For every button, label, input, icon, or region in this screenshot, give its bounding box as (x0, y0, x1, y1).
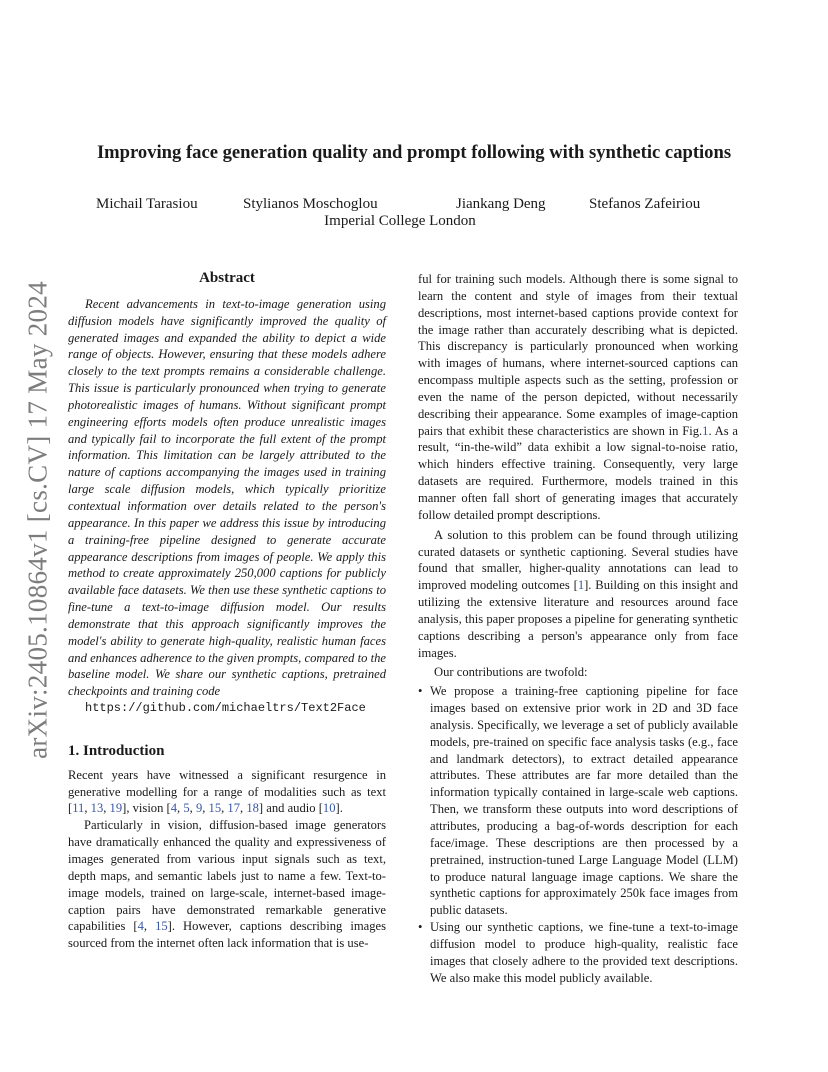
citation-link[interactable]: 5 (183, 801, 190, 816)
separator: , (221, 801, 228, 816)
contribution-text: We propose a training-free captioning pipeline for face images based on extensive prior work in 2D and 3D face analysis. Specifically, we leverage a set of publicly available models, pre-trained on specific face analysis tasks (e.g., face and landmark detectors), to extract detailed appearance attributes. These attributes are far more detailed than the information typically contained in large-scale web captions. Then, we transform these outputs into word descriptions of attributes, producing a bag-of-words description for each face/image. These descriptions are then processed by a pretrained, instruction-tuned Large Language Model (LLM) to produce natural language image captions. We share the synthetic captions for approximately 250k face images from public datasets. (430, 684, 738, 918)
text-run: ful for training such models. Although there is some signal to learn the content and style of images from their textual descriptions, most internet-based captions provide context for the image rather than accurately describing what is depicted. This discrepancy is particularly pronounced when working with images of humans, where internet-sourced captions can encompass multiple aspects such as the setting, profession or even the name of the person depicted, without necessarily describing their appearance. Some examples of image-caption pairs that exhibit these characteristics are shown in Fig. (418, 272, 738, 438)
bullet-glyph: • (418, 920, 423, 935)
separator: , (103, 801, 110, 816)
text-run: Particularly in vision, diffusion-based image generators have dramatically enhanced the quality and expressiveness of images generated from various input signals such as text, depth maps, and semantic labels just to name a few. Text-to-image models, trained on large-scale, internet-based image-caption pairs have demonstrated remarkable generative capabilities [ (68, 818, 386, 934)
author-name: Stefanos Zafeiriou (589, 196, 701, 212)
intro-paragraph-3 (418, 527, 738, 662)
text-run: ]. However, captions describing images sourced from the internet often lack information that is use- (68, 919, 387, 951)
separator: , (177, 801, 184, 816)
contribution-text: Using our synthetic captions, we fine-tune a text-to-image diffusion model to produce high-quality, realistic face images that closely adhere to the provided text descriptions. We also make this model publicly available. (430, 920, 738, 985)
text-run: ]. Building on this insight and utilizing the extensive literature and resources around face analysis, this paper proposes a pipeline for generating synthetic captions describing a person's appearance only from face images. (418, 578, 738, 660)
separator: , (189, 801, 196, 816)
arxiv-side-stamp (20, 270, 56, 770)
citation-link[interactable]: 13 (90, 801, 104, 816)
author-name: Michail Tarasiou (96, 196, 198, 212)
paper-title: Improving face generation quality and prompt following with synthetic captions (96, 142, 732, 163)
abstract-text: Recent advancements in text-to-image generation using diffusion models have significantly improved the quality of generated images and expanded the ability to depict a wide range of objects. However, ensuring that these models adhere closely to the text prompts remains a considerable challenge. This issue is particularly pronounced when trying to generate photorealistic images of humans. Without significant prompt engineering efforts models often produce unrealistic images and typically fail to incorporate the full extent of the prompt information. This limitation can be largely attributed to the nature of captions accompanying the images used in training large scale diffusion models, which typically prioritize contextual information over details related to the person's appearance. In this paper we address this issue by introducing a training-free pipeline designed to generate accurate appearance descriptions from images of people. We apply this method to create approximately 250,000 captions for publicly available face datasets. We then use these synthetic captions to fine-tune a text-to-image diffusion model. Our results demonstrate that this approach significantly improves the model's ability to generate high-quality, realistic human faces and enhances adherence to the given prompts, compared to the baseline model. We share our synthetic captions, pretrained checkpoints and training code (68, 296, 386, 699)
intro-paragraph-2-part-1 (68, 817, 386, 952)
text-run: Recent years have witnessed a significant resurgence in generative modelling for a range of modalities such as text [ (68, 767, 386, 816)
contribution-item (418, 919, 738, 986)
citation-link[interactable]: 15 (155, 919, 168, 934)
text-run: A solution to this problem can be found through utilizing curated datasets or synthetic captioning. Several studies have found that smaller, higher-quality annotations can lead to improved modeling outcomes [ (418, 527, 738, 593)
text-run: ] and audio [ (258, 801, 323, 816)
citation-link[interactable]: 19 (109, 801, 123, 816)
intro-paragraph-1 (68, 767, 386, 818)
separator: , (143, 919, 156, 934)
code-repository-link[interactable]: https://github.com/michaeltrs/Text2Face (85, 701, 366, 716)
text-run: ]. (335, 801, 343, 816)
abstract-heading: Abstract (199, 270, 255, 286)
left-column (68, 270, 386, 952)
citation-link[interactable]: 1 (577, 578, 585, 593)
text-run: . As a result, “in-the-wild” data exhibit a low signal-to-noise ratio, which hinders effective training. Consequently, very large datasets are required. Furthermore, models trained in this manner often fall short of generating images that accurately follow detailed prompt descriptions. (418, 423, 738, 522)
abstract-body (68, 296, 386, 717)
intro-paragraph-2-part-2 (418, 271, 738, 524)
citation-link[interactable]: 11 (72, 801, 85, 816)
separator: , (202, 801, 209, 816)
citation-link[interactable]: 9 (195, 801, 203, 816)
introduction-heading: 1. Introduction (68, 742, 165, 759)
author-name: Stylianos Moschoglou (243, 196, 378, 212)
right-column (418, 271, 738, 986)
figure-reference-link[interactable]: 1 (702, 423, 709, 438)
arxiv-identifier[interactable]: arXiv:2405.10864v1 [cs.CV] 17 May 2024 (22, 281, 53, 759)
citation-link[interactable]: 17 (227, 801, 241, 816)
separator: , (240, 801, 247, 816)
contributions-lead: Our contributions are twofold: (434, 665, 588, 680)
citation-link[interactable]: 18 (246, 801, 259, 816)
contributions-list (418, 683, 738, 986)
citation-link[interactable]: 15 (208, 801, 222, 816)
bullet-glyph: • (418, 684, 423, 699)
citation-link[interactable]: 4 (170, 801, 178, 816)
citation-link[interactable]: 10 (322, 801, 336, 816)
author-name: Jiankang Deng (456, 196, 546, 212)
affiliation: Imperial College London (324, 213, 476, 229)
text-run: ], vision [ (122, 801, 171, 816)
citation-link[interactable]: 4 (137, 919, 144, 934)
contribution-item (418, 683, 738, 919)
separator: , (84, 801, 91, 816)
